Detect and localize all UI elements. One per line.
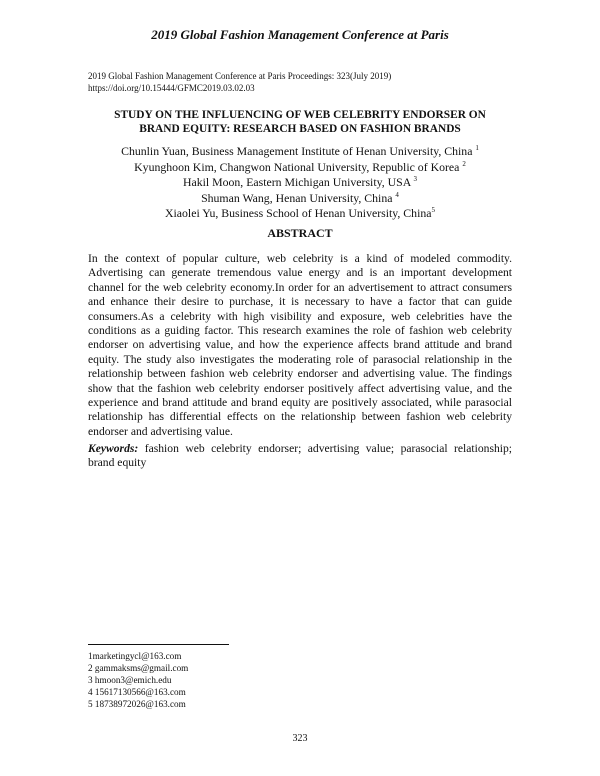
- footnote-item: 2 gammaksms@gmail.com: [88, 663, 189, 673]
- doi-link[interactable]: https://doi.org/10.15444/GFMC2019.03.02.03: [88, 83, 255, 93]
- author-footnote-marker: 1: [475, 144, 479, 152]
- footnote-item: 1marketingycl@163.com: [88, 651, 182, 661]
- author-footnote-marker: 5: [431, 206, 435, 214]
- author-line: [60, 160, 540, 176]
- page-number: 323: [292, 733, 308, 744]
- author-line: [60, 175, 540, 191]
- author-name: Hakil Moon, Eastern Michigan University, USA: [182, 175, 411, 189]
- author-footnote-marker: 4: [395, 190, 399, 199]
- author-line: [60, 206, 540, 222]
- keywords-label: Keywords:: [88, 442, 139, 455]
- abstract-body: In the context of popular culture, web celebrity is a kind of modeled commodity. Advertising can generate tremendous value energy and is an important development channel for the web celebrity economy.In order for an advertisement to attract consumers and enhance their desire to purchase, it is necessary to have a factor that can guide consumers.As a celebrity with high visibility and exposure, web celebrities have the conditions as a guiding factor. This research examines the role of fashion web celebrity endorser on advertising value, and how the experience affects brand attitude and brand equity. The study also investigates the moderating role of parasocial relationship in the relationship between fashion web celebrity endorser and advertising value. The findings show that the fashion web celebrity endorser positively affect advertising value, and the experience and brand attitude and brand equity are positively associated, while parasocial relationship has differential effects on the relationship between fashion web celebrity endorser and advertising value.: [88, 252, 512, 438]
- paper-title: [60, 108, 540, 136]
- paper-title-line-1: STUDY ON THE INFLUENCING OF WEB CELEBRITY ENDORSER ON: [114, 109, 486, 121]
- author-name: Kyunghoon Kim, Changwon National University, Republic of Korea: [134, 159, 460, 174]
- author-footnote-marker: 3: [413, 175, 418, 183]
- conference-header: 2019 Global Fashion Management Conference at Paris: [151, 27, 449, 42]
- keywords-paragraph: [88, 442, 512, 471]
- author-name: Xiaolei Yu, Business School of Henan University, China: [165, 206, 432, 220]
- abstract-heading: ABSTRACT: [267, 226, 333, 240]
- footnote-divider: [88, 644, 229, 645]
- author-footnote-marker: 2: [462, 159, 466, 168]
- author-list: [60, 144, 540, 222]
- footnote-item: 4 15617130566@163.com: [88, 687, 186, 697]
- footnote-item: 3 hmoon3@emich.edu: [88, 675, 172, 685]
- author-name: Shuman Wang, Henan University, China: [201, 190, 393, 205]
- author-name: Chunlin Yuan, Business Management Institute of Henan University, China: [121, 144, 473, 158]
- author-line: [60, 144, 540, 160]
- author-line: [60, 191, 540, 207]
- footnotes: [88, 650, 188, 710]
- footnote-item: 5 18738972026@163.com: [88, 699, 186, 709]
- paper-title-line-2: BRAND EQUITY: RESEARCH BASED ON FASHION BRANDS: [139, 123, 461, 135]
- proceedings-info: [88, 70, 391, 94]
- proceedings-citation: 2019 Global Fashion Management Conference at Paris Proceedings: 323(July 2019): [88, 71, 392, 81]
- keywords-text: fashion web celebrity endorser; advertising value; parasocial relationship; brand equity: [88, 442, 512, 470]
